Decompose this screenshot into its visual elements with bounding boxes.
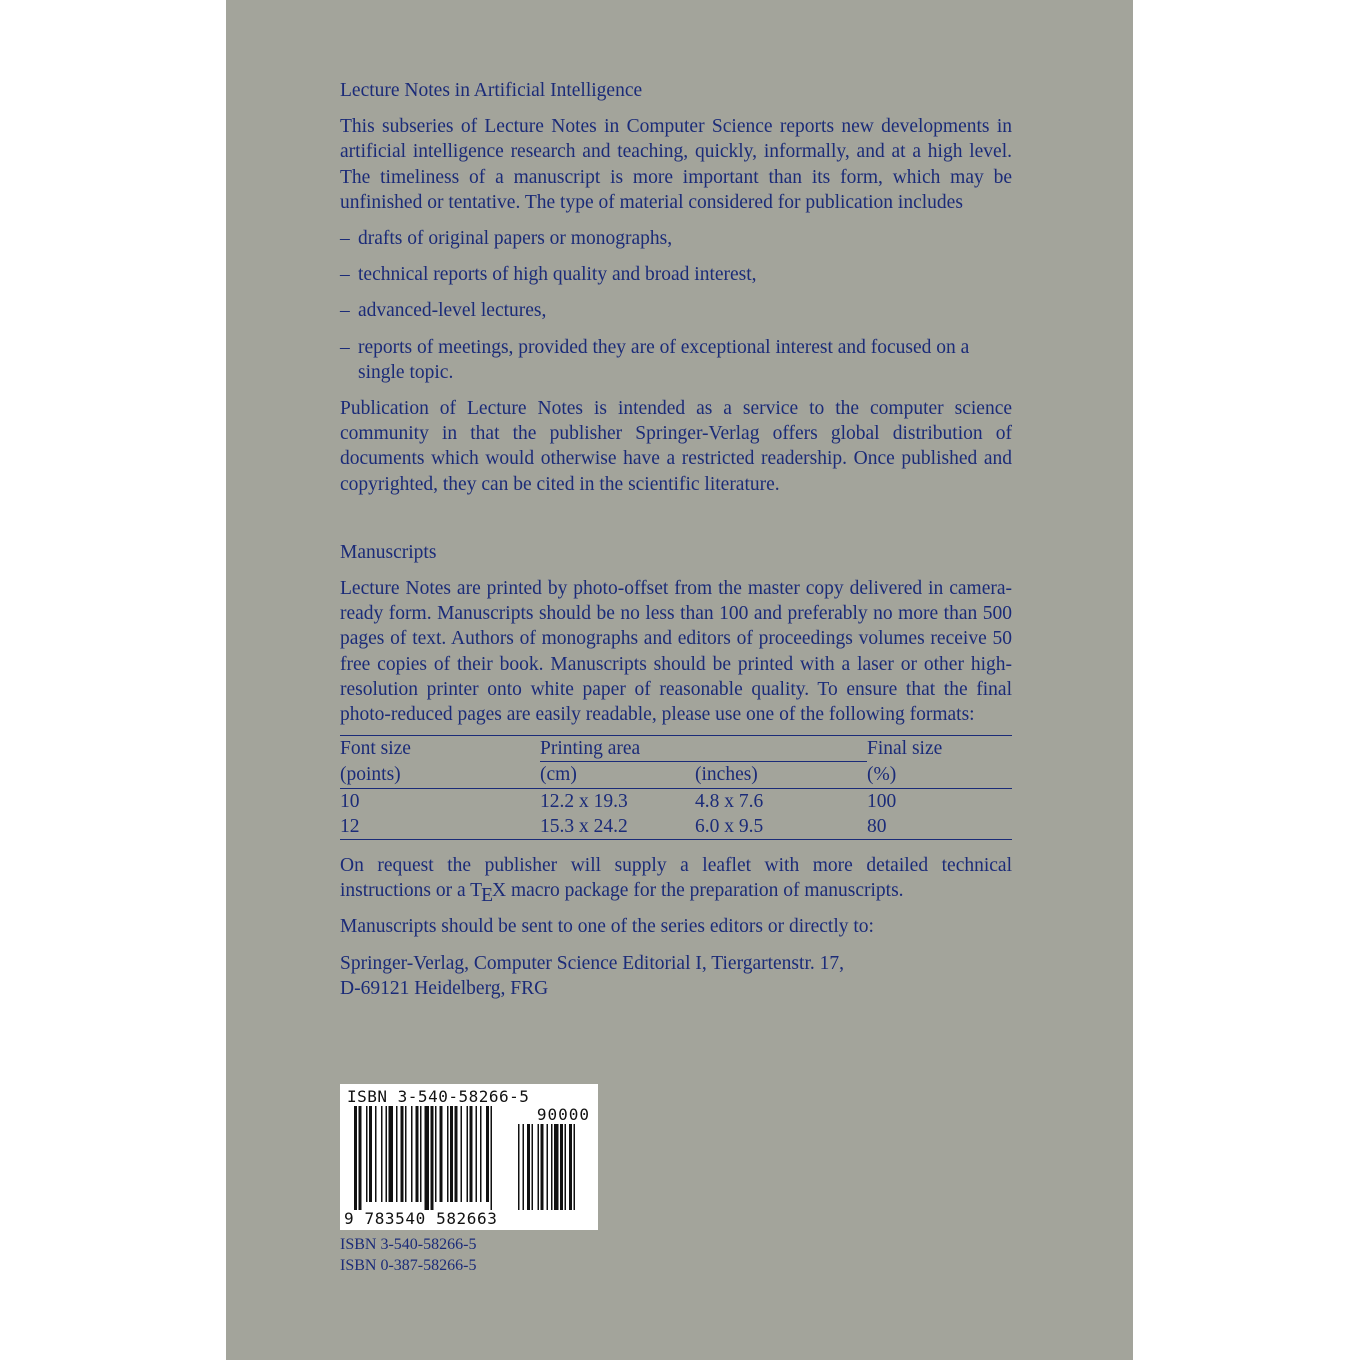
barcode-bar bbox=[518, 1124, 520, 1210]
material-list bbox=[340, 226, 1012, 385]
list-item: – technical reports of high quality and broad interest, bbox=[340, 262, 1012, 287]
intro-paragraph: This subseries of Lecture Notes in Computer Science reports new developments in artificial intelligence research and teaching, quickly, informally, and at a high level. The timeliness of a manuscript is more important than its form, which may be unfinished or tentative. The type of material considered for publication includes bbox=[340, 116, 1012, 213]
table-row bbox=[340, 788, 1012, 814]
barcode-bar bbox=[554, 1124, 559, 1210]
series-title: Lecture Notes in Artificial Intelligence bbox=[340, 80, 643, 101]
barcode-bar bbox=[435, 1106, 437, 1202]
barcode-bar bbox=[396, 1106, 398, 1202]
cell-final-size: 100 bbox=[867, 788, 1012, 814]
header-final-size: Final size bbox=[867, 738, 943, 760]
barcode-bar bbox=[405, 1106, 407, 1202]
header-inches: (inches) bbox=[695, 764, 758, 786]
isbn-line: ISBN 3-540-58266-5 bbox=[340, 1236, 477, 1253]
cell-final-size: 80 bbox=[867, 815, 887, 837]
publication-paragraph: Publication of Lecture Notes is intended as a service to the computer science community in that the publisher Springer-Verlag offers global distribution of documents which would otherwise have a restricted readership. Once published and copyrighted, they can be cited in the scientific literature. bbox=[340, 398, 1012, 495]
table-subheader-row bbox=[340, 762, 1012, 788]
manuscripts-paragraph: Lecture Notes are printed by photo-offset from the master copy delivered in camera-ready form. Manuscripts should be no less than 100 and preferably no more than 500 pages of text. Authors of monographs and editors of proceedings volumes receive 50 free copies of their book. Manuscripts should be printed with a laser or other high-resolution printer onto white paper of reasonable quality. To ensure that the final photo-reduced pages are easily readable, please use one of the following formats: bbox=[340, 578, 1012, 726]
barcode-bar bbox=[565, 1124, 567, 1210]
barcode-bar bbox=[366, 1106, 368, 1202]
barcode-bar bbox=[411, 1106, 413, 1202]
list-dash: – bbox=[340, 300, 350, 322]
list-item: – advanced-level lectures, bbox=[340, 298, 1012, 323]
barcode-bar bbox=[480, 1106, 482, 1202]
formats-table bbox=[340, 735, 1012, 840]
barcode-bar bbox=[425, 1106, 430, 1210]
barcode-bar bbox=[551, 1124, 553, 1210]
barcode-bar bbox=[447, 1106, 449, 1202]
cell-font-size: 12 bbox=[340, 815, 360, 837]
cell-font-size: 10 bbox=[340, 788, 540, 814]
table-header-row bbox=[340, 736, 1012, 762]
barcode-ean-digits: 9 783540 582663 bbox=[344, 1209, 498, 1228]
barcode-bar bbox=[401, 1106, 404, 1202]
isbn-line: ISBN 0-387-58266-5 bbox=[340, 1257, 477, 1274]
barcode-bar bbox=[420, 1106, 422, 1202]
barcode-bar bbox=[455, 1106, 458, 1202]
barcode-bar bbox=[359, 1106, 362, 1210]
barcode-bar bbox=[354, 1106, 357, 1210]
barcode-isbn-text: ISBN 3-540-58266-5 bbox=[347, 1087, 530, 1106]
cell-cm: 15.3 x 24.2 bbox=[540, 815, 628, 837]
list-dash: – bbox=[340, 264, 350, 286]
cell-inches: 4.8 x 7.6 bbox=[695, 788, 867, 814]
cell-cm: 12.2 x 19.3 bbox=[540, 788, 695, 814]
barcode-bar bbox=[381, 1106, 383, 1202]
barcode-addon-digits: 90000 bbox=[536, 1105, 590, 1124]
list-dash: – bbox=[340, 228, 350, 250]
list-item: – reports of meetings, provided they are of exceptional interest and focused on a single topic. bbox=[340, 336, 970, 383]
header-percent: (%) bbox=[867, 763, 897, 785]
barcode-bar bbox=[541, 1124, 544, 1210]
barcode-bar bbox=[527, 1124, 530, 1210]
publisher-address bbox=[340, 951, 1012, 1001]
barcode-bar bbox=[491, 1106, 493, 1210]
table-row bbox=[340, 814, 1012, 840]
isbn-lines bbox=[340, 1234, 476, 1276]
barcode-bar bbox=[569, 1124, 572, 1210]
header-printing-area: Printing area bbox=[540, 736, 867, 762]
header-points: (points) bbox=[340, 763, 401, 785]
barcode-bar bbox=[467, 1106, 469, 1202]
manuscripts-heading: Manuscripts bbox=[340, 541, 437, 563]
address-line: D-69121 Heidelberg, FRG bbox=[340, 977, 549, 999]
barcode-bar bbox=[476, 1106, 478, 1202]
barcode-bar bbox=[470, 1106, 473, 1202]
barcode-bar bbox=[386, 1106, 388, 1202]
send-to-line: Manuscripts should be sent to one of the series editors or directly to: bbox=[340, 916, 874, 938]
barcode-bar bbox=[389, 1106, 394, 1202]
barcode-bar bbox=[450, 1106, 453, 1202]
barcode-bar bbox=[461, 1106, 463, 1202]
isbn-barcode-label bbox=[340, 1084, 598, 1230]
barcode-bar bbox=[532, 1124, 534, 1210]
barcode-bar bbox=[574, 1124, 576, 1210]
leaflet-paragraph: On request the publisher will supply a leaflet with more detailed technical instructions or a TEX macro package for the preparation of manuscripts. bbox=[340, 855, 1012, 907]
barcode-bar bbox=[547, 1124, 549, 1210]
list-item: – drafts of original papers or monographs, bbox=[340, 226, 1012, 251]
barcode-bar bbox=[560, 1124, 563, 1210]
barcode-bar bbox=[431, 1106, 434, 1210]
barcode-bar bbox=[486, 1106, 489, 1202]
barcode-bar bbox=[369, 1106, 372, 1202]
address-line: Springer-Verlag, Computer Science Editorial I, Tiergartenstr. 17, bbox=[340, 952, 844, 974]
barcode-bar bbox=[440, 1106, 443, 1202]
cell-inches: 6.0 x 9.5 bbox=[695, 815, 764, 837]
list-dash: – bbox=[340, 336, 350, 358]
barcode-bar bbox=[416, 1106, 419, 1202]
barcode-bar bbox=[375, 1106, 377, 1202]
header-cm: (cm) bbox=[540, 764, 577, 786]
barcode-bar bbox=[523, 1124, 525, 1210]
header-font-size: Font size bbox=[340, 738, 411, 760]
cover-text-block bbox=[340, 78, 1012, 1001]
barcode-bar bbox=[538, 1124, 540, 1210]
tex-logo: TEX bbox=[470, 880, 507, 907]
